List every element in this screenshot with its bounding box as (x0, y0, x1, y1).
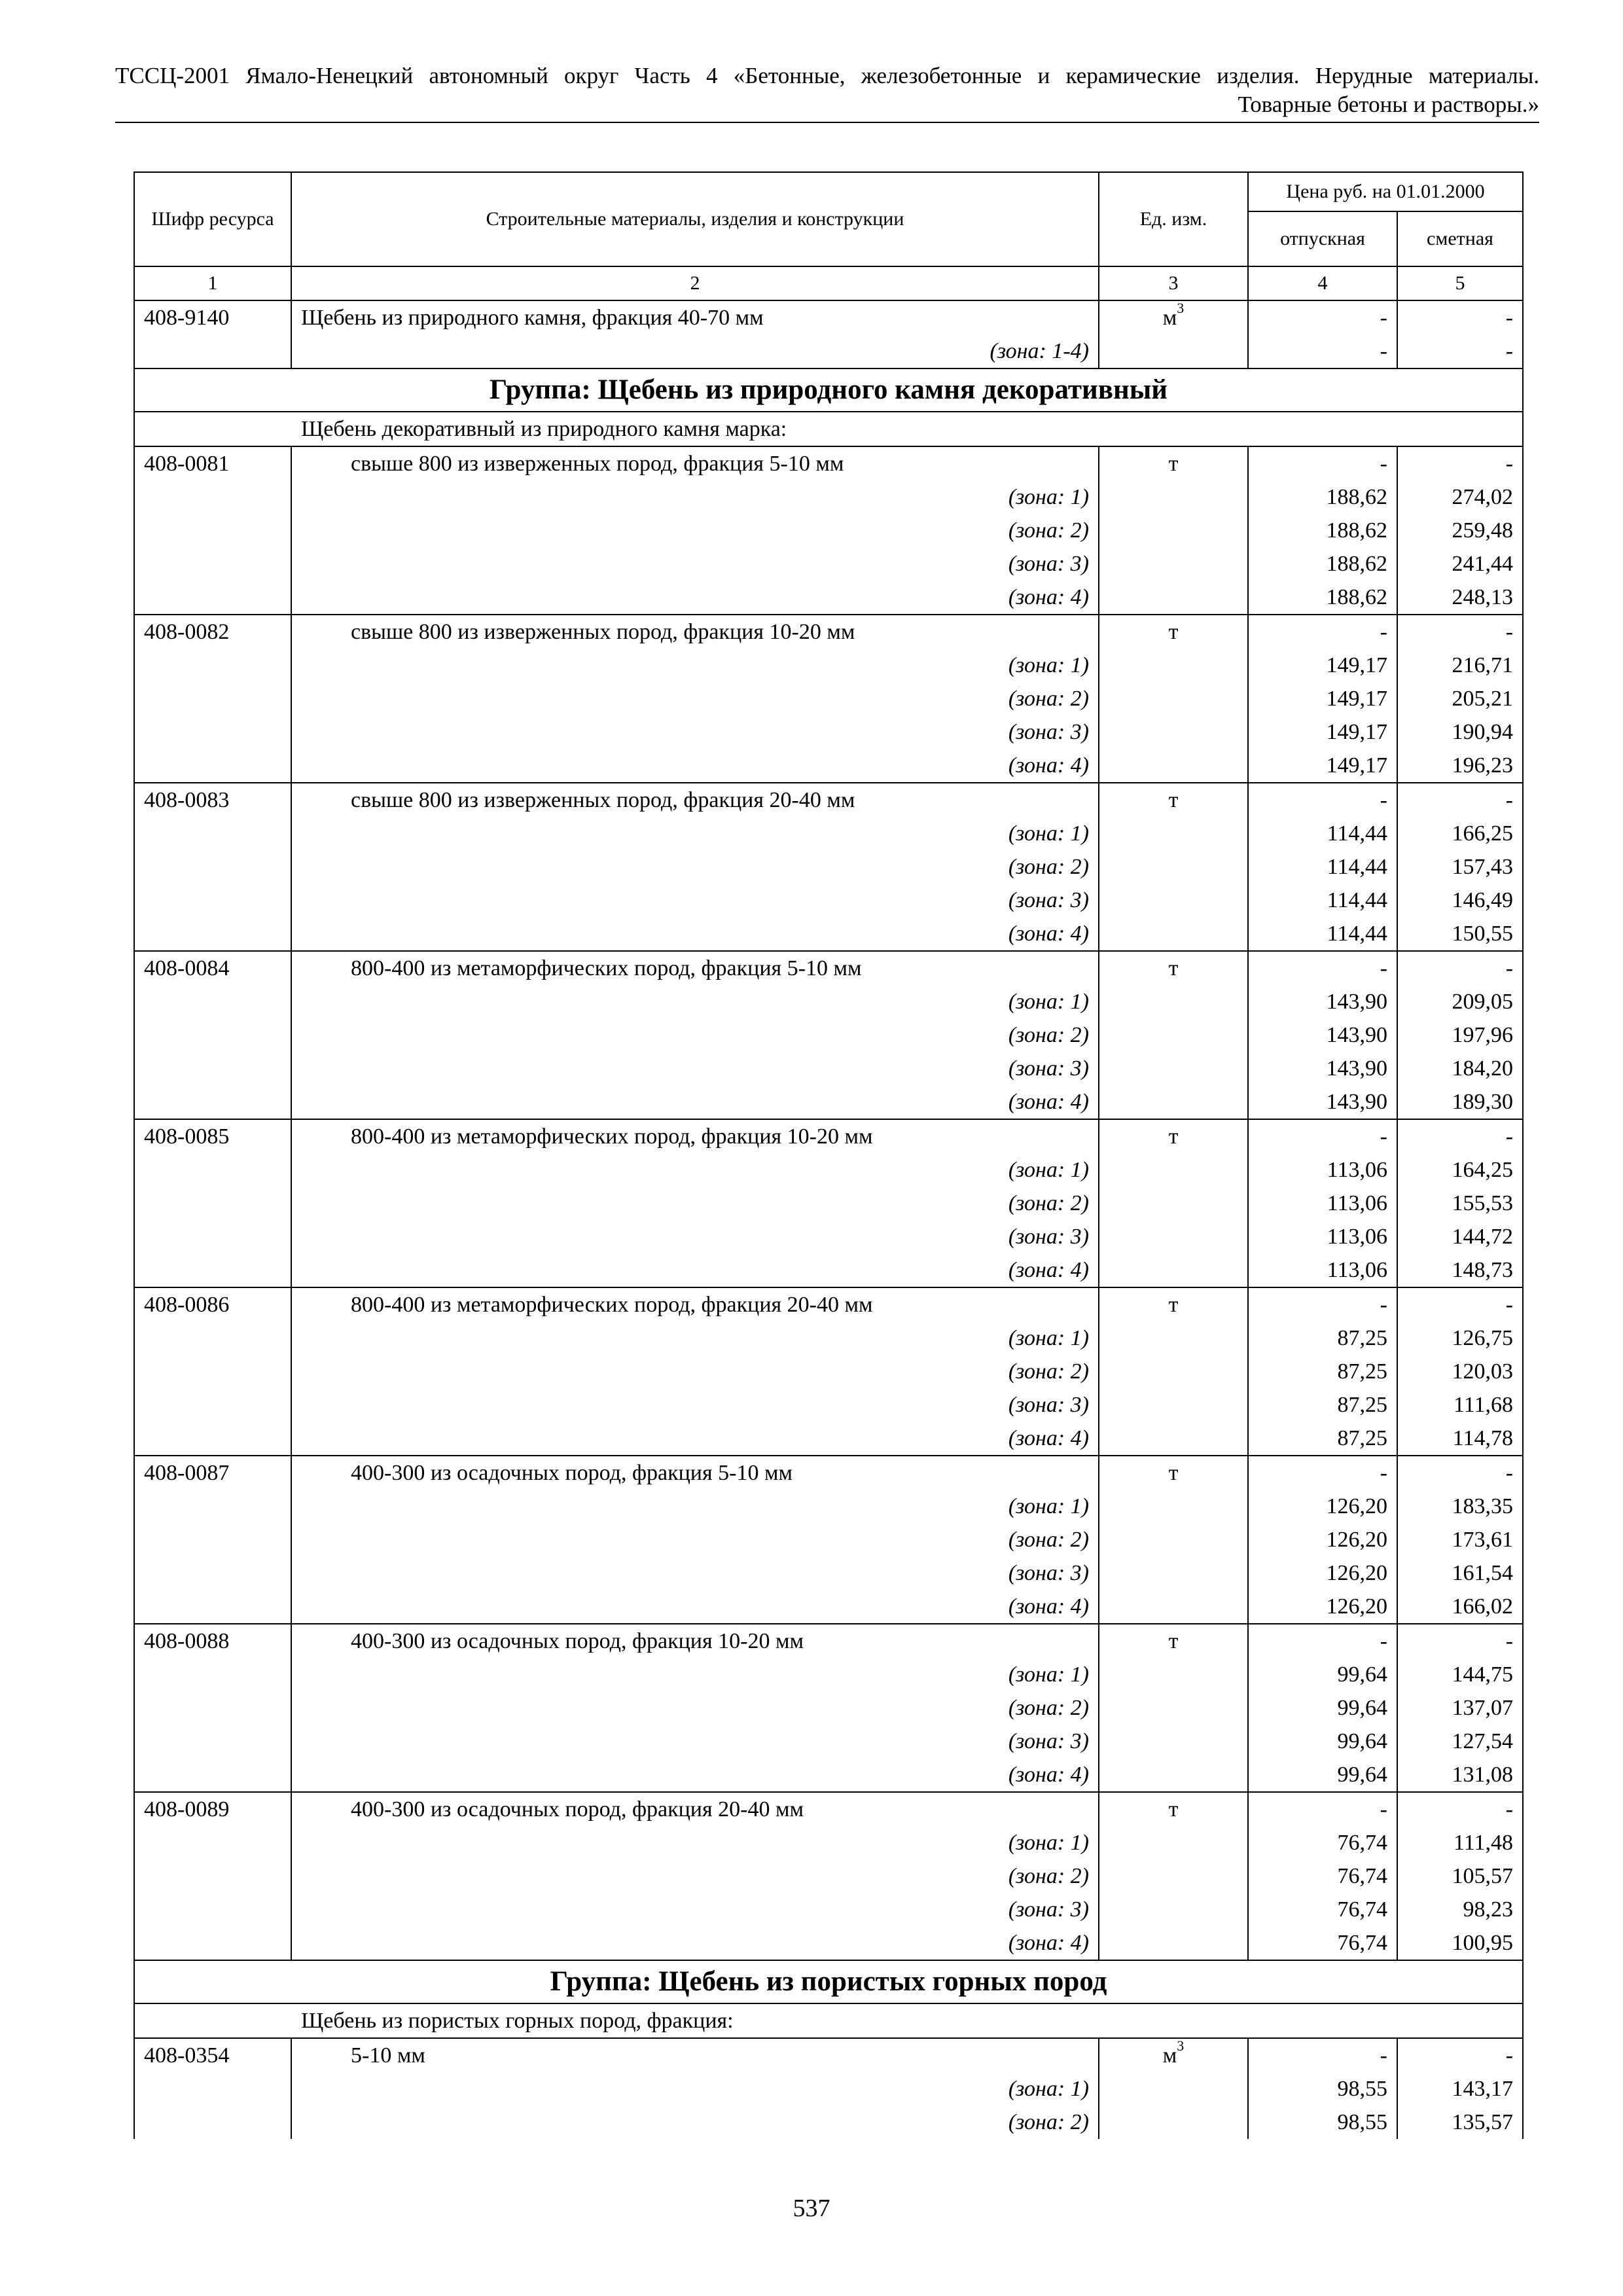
price-table (134, 171, 1524, 2139)
zone-label: (зона: 2) (1008, 518, 1089, 543)
estimate-price: 209,05 (1397, 985, 1523, 1018)
zone-label: (зона: 1) (1008, 485, 1089, 509)
zone-label: (зона: 1) (1008, 821, 1089, 846)
estimate-price: 143,17 (1397, 2072, 1523, 2106)
subheading: Щебень из пористых горных пород, фракция: (134, 2003, 1523, 2038)
zone-row (134, 1018, 1523, 1052)
release-price: 87,25 (1248, 1321, 1397, 1355)
estimate-price: 241,44 (1397, 547, 1523, 581)
zone-row (134, 1187, 1523, 1220)
header-price-group: Цена руб. на 01.01.2000 (1248, 172, 1523, 211)
release-price: 99,64 (1248, 1758, 1397, 1792)
zone-row (134, 1422, 1523, 1456)
resource-code: 408-0089 (134, 1792, 291, 1826)
resource-code: 408-0083 (134, 783, 291, 817)
zone-label: (зона: 3) (1008, 1056, 1089, 1081)
resource-code: 408-0085 (134, 1119, 291, 1153)
zone-row (134, 334, 1523, 368)
zone-row (134, 1355, 1523, 1388)
subheading: Щебень декоративный из природного камня марка: (134, 412, 1523, 446)
release-price: 149,17 (1248, 749, 1397, 783)
estimate-price: 196,23 (1397, 749, 1523, 783)
release-price: 143,90 (1248, 1018, 1397, 1052)
zone-label: (зона: 2) (1008, 1023, 1089, 1047)
estimate-price: 148,73 (1397, 1253, 1523, 1287)
estimate-price: 161,54 (1397, 1556, 1523, 1590)
estimate-price: - (1397, 1624, 1523, 1658)
zone-row (134, 514, 1523, 547)
release-price: 126,20 (1248, 1556, 1397, 1590)
release-price: - (1248, 615, 1397, 649)
material-name (291, 1456, 1099, 1490)
zone-row (134, 715, 1523, 749)
estimate-price: 127,54 (1397, 1725, 1523, 1758)
estimate-price: 189,30 (1397, 1085, 1523, 1119)
zone-label: (зона: 4) (1008, 1090, 1089, 1114)
zone-label: (зона: 1-4) (990, 339, 1089, 363)
zone-row (134, 1085, 1523, 1119)
zone-label: (зона: 2) (1008, 2110, 1089, 2134)
estimate-price: 164,25 (1397, 1153, 1523, 1187)
table-row (134, 300, 1523, 334)
estimate-price: 166,02 (1397, 1590, 1523, 1624)
material-name (291, 1792, 1099, 1826)
group-title: Группа: Щебень из природного камня декоративный (134, 368, 1523, 412)
release-price: 76,74 (1248, 1826, 1397, 1859)
release-price: - (1248, 1792, 1397, 1826)
resource-code: 408-0354 (134, 2038, 291, 2072)
zone-row (134, 1321, 1523, 1355)
zone-label: (зона: 4) (1008, 1426, 1089, 1450)
estimate-price: 184,20 (1397, 1052, 1523, 1085)
zone-row (134, 1926, 1523, 1960)
zone-row (134, 1658, 1523, 1691)
estimate-price: 274,02 (1397, 480, 1523, 514)
zone-row (134, 1253, 1523, 1287)
release-price: - (1248, 300, 1397, 334)
release-price: 114,44 (1248, 817, 1397, 850)
material-name-text: 5-10 мм (351, 2043, 425, 2068)
table-row (134, 2038, 1523, 2072)
zone-row (134, 1691, 1523, 1725)
zone-label: (зона: 1) (1008, 1662, 1089, 1687)
zone-row (134, 1220, 1523, 1253)
zone-label: (зона: 1) (1008, 990, 1089, 1014)
zone-row (134, 1893, 1523, 1926)
zone-row (134, 1826, 1523, 1859)
release-price: 99,64 (1248, 1691, 1397, 1725)
estimate-price: 144,72 (1397, 1220, 1523, 1253)
header-estimate-price: сметная (1397, 211, 1523, 266)
material-name (291, 1119, 1099, 1153)
material-name (291, 615, 1099, 649)
estimate-price: 126,75 (1397, 1321, 1523, 1355)
release-price: 143,90 (1248, 1052, 1397, 1085)
release-price: 76,74 (1248, 1893, 1397, 1926)
estimate-price: 157,43 (1397, 850, 1523, 884)
release-price: 188,62 (1248, 514, 1397, 547)
zone-label: (зона: 2) (1008, 1696, 1089, 1720)
zone-row (134, 884, 1523, 917)
table-row (134, 783, 1523, 817)
zone-label: (зона: 3) (1008, 1225, 1089, 1249)
table-row (134, 1792, 1523, 1826)
header-num-5: 5 (1397, 266, 1523, 300)
zone-row (134, 1052, 1523, 1085)
resource-code: 408-0081 (134, 446, 291, 480)
unit-cell: т (1099, 1287, 1248, 1321)
zone-row (134, 547, 1523, 581)
material-name-text: 800-400 из метаморфических пород, фракция 20-40 мм (351, 1293, 873, 1317)
estimate-price: 144,75 (1397, 1658, 1523, 1691)
estimate-price: 197,96 (1397, 1018, 1523, 1052)
release-price: 87,25 (1248, 1422, 1397, 1456)
release-price: - (1248, 334, 1397, 368)
estimate-price: - (1397, 2038, 1523, 2072)
group-heading-row (134, 368, 1523, 412)
material-name-text: свыше 800 из изверженных пород, фракция 10-20 мм (351, 620, 855, 644)
estimate-price: - (1397, 334, 1523, 368)
zone-row (134, 682, 1523, 715)
release-price: 126,20 (1248, 1590, 1397, 1624)
release-price: 126,20 (1248, 1523, 1397, 1556)
zone-label: (зона: 4) (1008, 585, 1089, 609)
release-price: 76,74 (1248, 1859, 1397, 1893)
zone-label: (зона: 3) (1008, 1393, 1089, 1417)
zone-row (134, 1590, 1523, 1624)
estimate-price: 150,55 (1397, 917, 1523, 951)
estimate-price: - (1397, 951, 1523, 985)
resource-code: 408-0087 (134, 1456, 291, 1490)
resource-code: 408-0084 (134, 951, 291, 985)
estimate-price: 111,48 (1397, 1826, 1523, 1859)
group-title: Группа: Щебень из пористых горных пород (134, 1960, 1523, 2003)
header-code (134, 172, 291, 266)
zone-row (134, 480, 1523, 514)
estimate-price: 173,61 (1397, 1523, 1523, 1556)
group-heading-row (134, 1960, 1523, 2003)
unit-cell: т (1099, 1456, 1248, 1490)
zone-row (134, 749, 1523, 783)
estimate-price: 114,78 (1397, 1422, 1523, 1456)
material-name-text: 400-300 из осадочных пород, фракция 5-10 мм (351, 1461, 793, 1485)
zone-label: (зона: 1) (1008, 2077, 1089, 2101)
unit-cell (1099, 2038, 1248, 2072)
estimate-price: 146,49 (1397, 884, 1523, 917)
estimate-price: 120,03 (1397, 1355, 1523, 1388)
release-price: 126,20 (1248, 1490, 1397, 1523)
zone-row (134, 581, 1523, 615)
material-name-text: 800-400 из метаморфических пород, фракция 5-10 мм (351, 956, 862, 980)
release-price: 114,44 (1248, 850, 1397, 884)
zone-label: (зона: 2) (1008, 1864, 1089, 1888)
zone-label: (зона: 4) (1008, 922, 1089, 946)
header-num-4: 4 (1248, 266, 1397, 300)
release-price: 98,55 (1248, 2106, 1397, 2139)
material-name (291, 951, 1099, 985)
estimate-price: - (1397, 1456, 1523, 1490)
release-price: 188,62 (1248, 581, 1397, 615)
release-price: 143,90 (1248, 1085, 1397, 1119)
estimate-price: 100,95 (1397, 1926, 1523, 1960)
estimate-price: - (1397, 1287, 1523, 1321)
release-price: 113,06 (1248, 1153, 1397, 1187)
material-name-text: 400-300 из осадочных пород, фракция 20-40 мм (351, 1797, 804, 1821)
estimate-price: - (1397, 446, 1523, 480)
estimate-price: 216,71 (1397, 649, 1523, 682)
estimate-price: - (1397, 1792, 1523, 1826)
zone-row (134, 917, 1523, 951)
zone-row (134, 2106, 1523, 2139)
release-price: 114,44 (1248, 917, 1397, 951)
zone-row (134, 649, 1523, 682)
zone-label: (зона: 1) (1008, 1158, 1089, 1182)
zone-label: (зона: 1) (1008, 1326, 1089, 1350)
unit-cell: т (1099, 951, 1248, 985)
table-row (134, 1119, 1523, 1153)
table-row (134, 1456, 1523, 1490)
release-price: - (1248, 1287, 1397, 1321)
table-row (134, 446, 1523, 480)
estimate-price: - (1397, 615, 1523, 649)
zone-row (134, 1758, 1523, 1792)
zone-label: (зона: 3) (1008, 1897, 1089, 1922)
subheading-row (134, 412, 1523, 446)
unit-base: м (1162, 2043, 1177, 2068)
zone-label: (зона: 2) (1008, 855, 1089, 879)
release-price: 188,62 (1248, 547, 1397, 581)
zone-label: (зона: 4) (1008, 1763, 1089, 1787)
subheading-row (134, 2003, 1523, 2038)
unit-cell: т (1099, 615, 1248, 649)
table-row (134, 615, 1523, 649)
estimate-price: 137,07 (1397, 1691, 1523, 1725)
running-head-line1: ТССЦ-2001 Ямало-Ненецкий автономный округ Часть 4 «Бетонные, железобетонные и керамические изделия. Нерудные материалы. (115, 63, 1539, 88)
zone-row (134, 1523, 1523, 1556)
zone-row (134, 1556, 1523, 1590)
release-price: 113,06 (1248, 1187, 1397, 1220)
resource-code: 408-0088 (134, 1624, 291, 1658)
zone-label: (зона: 3) (1008, 888, 1089, 912)
resource-code: 408-0086 (134, 1287, 291, 1321)
release-price: - (1248, 1119, 1397, 1153)
unit-cell: т (1099, 1624, 1248, 1658)
release-price: - (1248, 446, 1397, 480)
material-name-text: 400-300 из осадочных пород, фракция 10-20 мм (351, 1629, 804, 1653)
page-number: 537 (793, 2195, 830, 2222)
estimate-price: 259,48 (1397, 514, 1523, 547)
zone-label: (зона: 3) (1008, 1729, 1089, 1753)
material-name-text: свыше 800 из изверженных пород, фракция 5-10 мм (351, 452, 844, 476)
release-price: 149,17 (1248, 682, 1397, 715)
estimate-price: 131,08 (1397, 1758, 1523, 1792)
estimate-price: - (1397, 300, 1523, 334)
release-price: - (1248, 1456, 1397, 1490)
zone-label: (зона: 3) (1008, 1561, 1089, 1585)
release-price: 87,25 (1248, 1388, 1397, 1422)
estimate-price: 98,23 (1397, 1893, 1523, 1926)
unit-superscript: 3 (1177, 299, 1185, 316)
table-row (134, 951, 1523, 985)
unit-superscript: 3 (1177, 2037, 1185, 2054)
zone-row (134, 1725, 1523, 1758)
zone-row (134, 1388, 1523, 1422)
estimate-price: 166,25 (1397, 817, 1523, 850)
estimate-price: 248,13 (1397, 581, 1523, 615)
estimate-price: 111,68 (1397, 1388, 1523, 1422)
table-body (134, 300, 1523, 2139)
zone-label: (зона: 2) (1008, 687, 1089, 711)
resource-code: 408-9140 (134, 300, 291, 334)
estimate-price: 205,21 (1397, 682, 1523, 715)
material-name-text: свыше 800 из изверженных пород, фракция 20-40 мм (351, 788, 855, 812)
zone-label: (зона: 4) (1008, 1258, 1089, 1282)
release-price: 149,17 (1248, 715, 1397, 749)
material-name (291, 2038, 1099, 2072)
header-name: Строительные материалы, изделия и конструкции (291, 172, 1099, 266)
zone-label: (зона: 1) (1008, 1494, 1089, 1518)
zone-label: (зона: 4) (1008, 1931, 1089, 1955)
release-price: 113,06 (1248, 1220, 1397, 1253)
zone-label: (зона: 3) (1008, 720, 1089, 744)
resource-code: 408-0082 (134, 615, 291, 649)
release-price: 149,17 (1248, 649, 1397, 682)
estimate-price: 135,57 (1397, 2106, 1523, 2139)
zone-label: (зона: 1) (1008, 1831, 1089, 1855)
zone-row (134, 985, 1523, 1018)
zone-label: (зона: 4) (1008, 753, 1089, 778)
estimate-price: 183,35 (1397, 1490, 1523, 1523)
zone-label: (зона: 2) (1008, 1191, 1089, 1215)
release-price: - (1248, 951, 1397, 985)
zone-label: (зона: 3) (1008, 552, 1089, 576)
release-price: 76,74 (1248, 1926, 1397, 1960)
header-num-3: 3 (1099, 266, 1248, 300)
estimate-price: 105,57 (1397, 1859, 1523, 1893)
header-num-2: 2 (291, 266, 1099, 300)
zone-label: (зона: 2) (1008, 1359, 1089, 1384)
estimate-price: 190,94 (1397, 715, 1523, 749)
zone-row (134, 1490, 1523, 1523)
table-row (134, 1624, 1523, 1658)
unit-cell: т (1099, 1792, 1248, 1826)
zone-row (134, 817, 1523, 850)
table-row (134, 1287, 1523, 1321)
header-unit: Ед. изм. (1099, 172, 1248, 266)
release-price: 98,55 (1248, 2072, 1397, 2106)
release-price: 143,90 (1248, 985, 1397, 1018)
header-num-1: 1 (134, 266, 291, 300)
running-head-line2: Товарные бетоны и растворы.» (1238, 92, 1539, 117)
material-name (291, 1287, 1099, 1321)
unit-cell: т (1099, 783, 1248, 817)
release-price: 99,64 (1248, 1658, 1397, 1691)
release-price: 114,44 (1248, 884, 1397, 917)
release-price: 188,62 (1248, 480, 1397, 514)
material-name (291, 446, 1099, 480)
release-price: - (1248, 783, 1397, 817)
material-name: Щебень из природного камня, фракция 40-70 мм (291, 300, 1099, 334)
estimate-price: - (1397, 783, 1523, 817)
material-name-text: 800-400 из метаморфических пород, фракция 10-20 мм (351, 1124, 873, 1149)
unit-base: м (1162, 306, 1177, 330)
unit-cell: т (1099, 446, 1248, 480)
zone-label: (зона: 1) (1008, 653, 1089, 677)
release-price: - (1248, 2038, 1397, 2072)
zone-row (134, 850, 1523, 884)
estimate-price: - (1397, 1119, 1523, 1153)
zone-row (134, 2072, 1523, 2106)
header-code-label: Шифр ресурса (151, 208, 274, 230)
zone-label: (зона: 2) (1008, 1528, 1089, 1552)
release-price: 87,25 (1248, 1355, 1397, 1388)
unit-cell: т (1099, 1119, 1248, 1153)
material-name (291, 783, 1099, 817)
unit-cell (1099, 300, 1248, 334)
zone-row (134, 1859, 1523, 1893)
header-release-price: отпускная (1248, 211, 1397, 266)
material-name (291, 1624, 1099, 1658)
estimate-price: 155,53 (1397, 1187, 1523, 1220)
zone-row (134, 1153, 1523, 1187)
table-header (134, 172, 1523, 300)
release-price: 113,06 (1248, 1253, 1397, 1287)
release-price: - (1248, 1624, 1397, 1658)
zone-label: (зона: 4) (1008, 1594, 1089, 1619)
header-rule (115, 122, 1539, 123)
running-head (115, 62, 1539, 119)
release-price: 99,64 (1248, 1725, 1397, 1758)
